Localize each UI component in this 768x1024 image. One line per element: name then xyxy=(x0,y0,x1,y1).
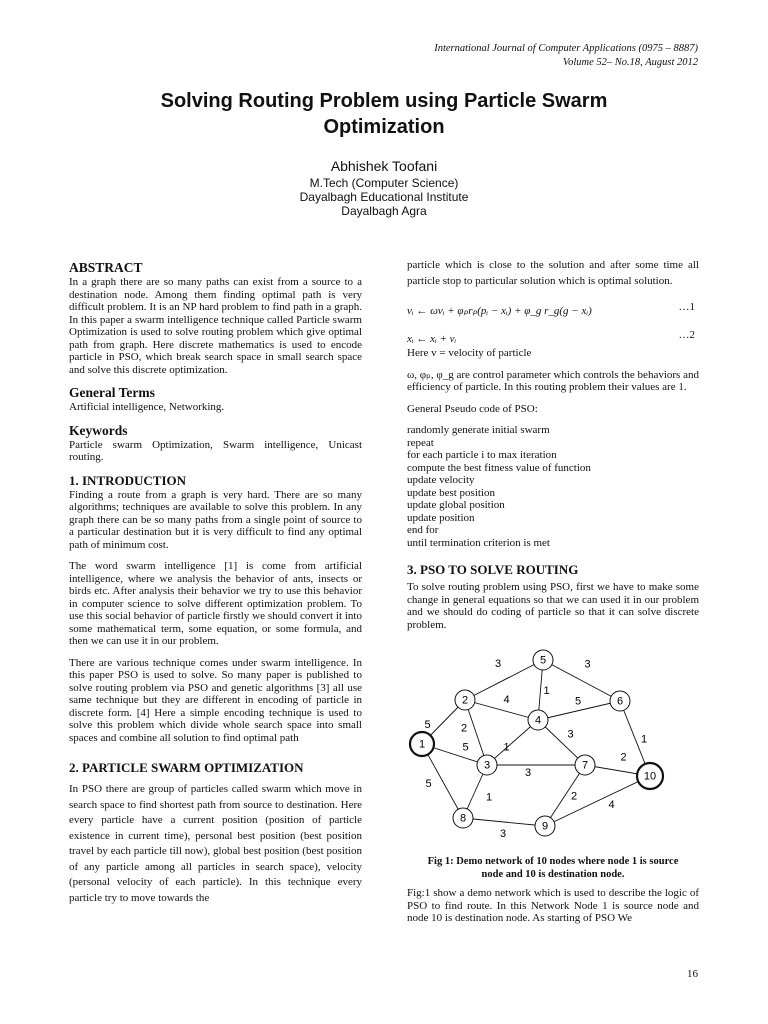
edge-weight-3-4: 1 xyxy=(503,741,510,754)
node-label-9: 9 xyxy=(541,820,549,833)
node-label-5: 5 xyxy=(539,654,547,667)
node-label-8: 8 xyxy=(459,812,467,825)
node-label-7: 7 xyxy=(581,759,589,772)
edge-5-6 xyxy=(543,660,620,701)
node-label-4: 4 xyxy=(534,714,542,727)
edge-weight-8-9: 3 xyxy=(499,827,507,840)
node-label-10: 10 xyxy=(643,770,657,783)
pseudo-line: for each particle i to max iteration xyxy=(407,449,557,461)
edge-weight-5-6: 3 xyxy=(584,658,591,671)
parameter-description: ω, φₚ, φ_g are control parameter which controls the behaviors and efficiency of particle. In this routing problem their values are 1. xyxy=(407,368,699,393)
caption-line-1: Fig 1: Demo network of 10 nodes where node 1 is source xyxy=(427,856,679,867)
equation-1 xyxy=(407,301,699,317)
figure-caption xyxy=(407,855,699,881)
journal-name: International Journal of Computer Applications (0975 – 8887) xyxy=(434,43,698,54)
pso-text: In PSO there are group of particles called swarm which move in search space to find shortest path from source to destination. Here every particle have a current position (position of particle existence in current time), personal best position (best position travel by each particle till now), global best position (best position of any particle among all particles in search space), velocity (personal velocity of each particle). In this technique every particle try to move towards the xyxy=(69,783,362,904)
edge-weight-1-8: 5 xyxy=(425,777,432,790)
keywords-text: Particle swarm Optimization, Swarm intelligence, Unicast routing. xyxy=(69,438,362,463)
figure-description: Fig:1 show a demo network which is used to describe the logic of PSO to find route. In this Network Node 1 is source node and node 10 is destination node. As starting of PSO We xyxy=(407,887,699,924)
left-column xyxy=(69,260,362,906)
intro-paragraph-1: Finding a route from a graph is very hard. There are so many algorithms; techniques are available to solve this problem. In any graph there can be so many paths from a single point of source to a particular destination but it is very difficult to find any optimal path of minimum cost. xyxy=(69,488,362,551)
pseudo-line: until termination criterion is met xyxy=(407,536,550,549)
pseudo-code-title: General Pseudo code of PSO: xyxy=(407,402,538,415)
intro-heading: 1. INTRODUCTION xyxy=(69,472,187,488)
edge-2-4 xyxy=(465,700,538,720)
pseudo-line: end for xyxy=(407,524,439,536)
pseudo-line: randomly generate initial swarm xyxy=(407,424,550,436)
edge-weight-6-10: 1 xyxy=(640,733,648,746)
equation-1-body: vᵢ ← ωvᵢ + φₚrₚ(pᵢ − xᵢ) + φ_g r_g(g − xᵢ) xyxy=(407,305,592,317)
node-label-2: 2 xyxy=(461,694,469,707)
pseudo-line: update position xyxy=(407,511,475,524)
journal-header xyxy=(434,42,698,70)
right-column xyxy=(407,258,699,631)
pseudo-line: compute the best fitness value of function xyxy=(407,461,591,474)
edge-weight-9-10: 4 xyxy=(608,798,615,811)
author-affiliation xyxy=(60,176,708,218)
section-3-heading: 3. PSO TO SOLVE ROUTING xyxy=(407,562,579,577)
edge-weight-1-2: 5 xyxy=(424,718,431,731)
caption-line-2: node and 10 is destination node. xyxy=(481,869,625,880)
edge-weight-7-10: 2 xyxy=(620,751,627,764)
node-label-1: 1 xyxy=(418,738,426,751)
pseudo-line: update best position xyxy=(407,486,495,499)
edge-weight-5-4: 1 xyxy=(543,684,550,697)
author-institute: Dayalbagh Educational Institute xyxy=(299,190,469,204)
edge-9-10 xyxy=(545,776,650,826)
equation-2-body: xᵢ ← xᵢ + vᵢ xyxy=(407,333,457,345)
equation-2-number: …2 xyxy=(678,329,695,341)
pseudo-code xyxy=(407,424,699,549)
continued-text: particle which is close to the solution and after some time all particle stop to particular solution which is optimal solution. xyxy=(407,259,699,287)
keywords-heading: Keywords xyxy=(69,422,128,438)
author-name: Abhishek Toofani xyxy=(330,158,438,174)
journal-volume: Volume 52– No.18, August 2012 xyxy=(562,57,698,68)
edge-weight-3-7: 3 xyxy=(524,766,532,779)
edge-weight-1-3: 5 xyxy=(462,741,469,754)
pseudo-line: repeat xyxy=(407,436,434,449)
edge-weight-3-8: 1 xyxy=(485,791,493,804)
paper-title xyxy=(60,88,708,140)
edge-weight-4-6: 5 xyxy=(574,695,582,708)
network-figure xyxy=(400,645,700,845)
pseudo-line: update global position xyxy=(407,499,505,511)
general-terms-heading: General Terms xyxy=(69,385,155,400)
node-label-6: 6 xyxy=(616,695,624,708)
intro-paragraph-2: The word swarm intelligence [1] is come from artificial intelligence, where we analysis the behavior of ants, insects or birds etc. After analysis their behavior we try to use this behavior in computer science to solve different optimization problem. To use this social behavior of particle firstly we should convert it into some mathematical term, some equation, or some formula, and then we can use it in our problem. xyxy=(69,560,362,647)
title-line-1: Solving Routing Problem using Particle Swarm xyxy=(160,90,608,112)
pso-heading: 2. PARTICLE SWARM OPTIMIZATION xyxy=(69,760,304,775)
general-terms-text: Artificial intelligence, Networking. xyxy=(69,401,225,413)
author-city: Dayalbagh Agra xyxy=(341,204,427,218)
page-number: 16 xyxy=(687,968,698,980)
edge-weight-2-3: 2 xyxy=(460,722,468,735)
node-label-3: 3 xyxy=(483,759,491,772)
edge-8-9 xyxy=(463,818,545,826)
equation-2 xyxy=(407,329,699,345)
edge-weight-2-5: 3 xyxy=(494,657,502,670)
equation-1-number: …1 xyxy=(678,301,695,313)
edge-weight-7-9: 2 xyxy=(570,790,578,803)
intro-paragraph-3: There are various technique comes under swarm intelligence. In this paper PSO is used to solve. So many paper is published to solve routing problem via PSO and genetic algorithms [3] all use same technique but they are different in encoding of particle in discrete form. [4] Here a simple encoding technique is used to solve this problem which divide whole search space into small spaces and combine all solution to find optimal path xyxy=(69,656,362,744)
velocity-definition: Here v = velocity of particle xyxy=(407,347,532,359)
pseudo-line: update velocity xyxy=(407,474,475,486)
title-line-2: Optimization xyxy=(323,116,445,138)
abstract-text: In a graph there are so many paths can exist from a source to a destination node. Among them finding optimal path is very difficult problem. It is an NP hard problem to find path in a graph. In this paper a swarm intelligence technique called Particle swarm Optimization is used to solve routing problem which give optimal path from graph. Here discrete mathematics is used to encode particle in PSO, which break search space in small search space and solve this discrete optimization. xyxy=(69,276,362,376)
author-degree: M.Tech (Computer Science) xyxy=(309,176,459,190)
edge-weight-4-7: 3 xyxy=(567,728,574,741)
edge-weight-2-4: 4 xyxy=(503,693,510,706)
section-3-text: To solve routing problem using PSO, first we have to make some change in general equations so that we can used it in our problem and we should do coding of particle so that it can solve discrete problem. xyxy=(407,581,699,631)
abstract-heading: ABSTRACT xyxy=(69,260,143,275)
